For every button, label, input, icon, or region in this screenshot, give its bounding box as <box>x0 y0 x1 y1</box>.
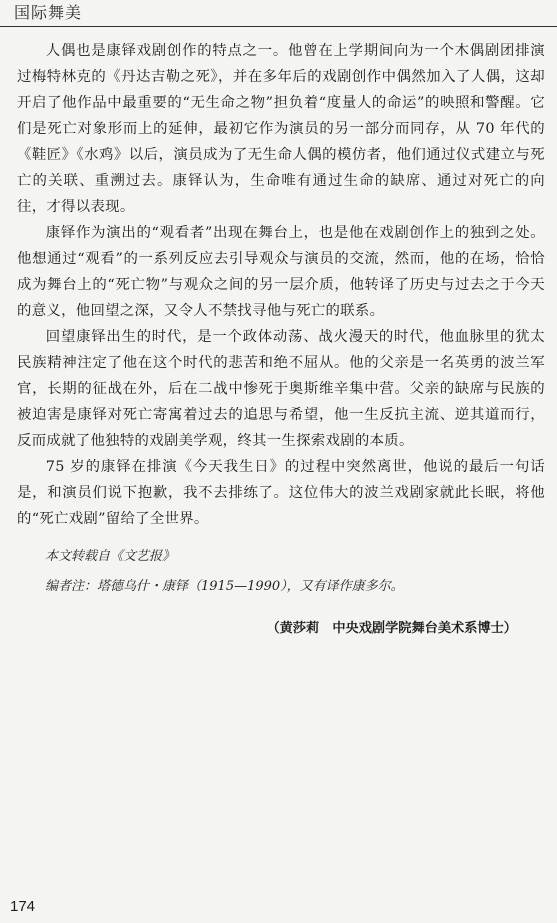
article-notes <box>45 542 545 602</box>
paragraph-puppets: 人偶也是康铎戏剧创作的特点之一。他曾在上学期间向为一个木偶剧团排演过梅特林克的《丹达吉勒之死》，并在多年后的戏剧创作中偶然加入了人偶，这却开启了他作品中最重要的“无生命之物”担负着“度量人的命运”的映照和警醒。它们是死亡对象形而上的延伸，最初它作为演员的另一部分而同存，从 70 年代的《鞋匠》《水鸡》以后，演员成为了无生命人偶的模仿者，他们通过仪式建立与死亡的关联、重溯过去。康铎认为，生命唯有通过生命的缺席、通过对死亡的向往，才得以表现。 <box>17 43 545 215</box>
header-divider <box>0 26 557 27</box>
source-note: 本文转载自《文艺报》 <box>45 549 176 564</box>
running-header-title: 国际舞美 <box>14 3 83 22</box>
paragraph-era: 回望康铎出生的时代，是一个政体动荡、战火漫天的时代，他血脉里的犹太民族精神注定了他在这个时代的悲苦和绝不屈从。他的父亲是一名英勇的波兰军官，长期的征战在外，后在二战中惨死于奥斯维辛集中营。父亲的缺席与民族的被迫害是康铎对死亡寄寓着过去的追思与希望，他一生反抗主流、逆其道而行，反而成就了他独特的戏剧美学观，终其一生探索戏剧的本质。 <box>17 329 545 449</box>
paragraph-observer: 康铎作为演出的“观看者”出现在舞台上，也是他在戏剧创作上的独到之处。他想通过“观看”的一系列反应去引导观众与演员的交流，然而，他的在场，恰恰成为舞台上的“死亡物”与观众之间的另一层介质，他转译了历史与过去之于今天的意义，他回望之深，又令人不禁找寻他与死亡的联系。 <box>17 225 545 319</box>
paragraph-final-words: 75 岁的康铎在排演《今天我生日》的过程中突然离世，他说的最后一句话是，和演员们说下抱歉，我不去排练了。这位伟大的波兰戏剧家就此长眠，将他的“死亡戏剧”留给了全世界。 <box>17 459 545 527</box>
author-byline: （黄莎莉 中央戏剧学院舞台美术系博士） <box>266 621 517 636</box>
article-body <box>17 38 545 532</box>
editor-note: 编者注：塔德乌什・康铎（1915—1990），又有译作康多尔。 <box>45 579 404 594</box>
page-number: 174 <box>10 898 36 915</box>
